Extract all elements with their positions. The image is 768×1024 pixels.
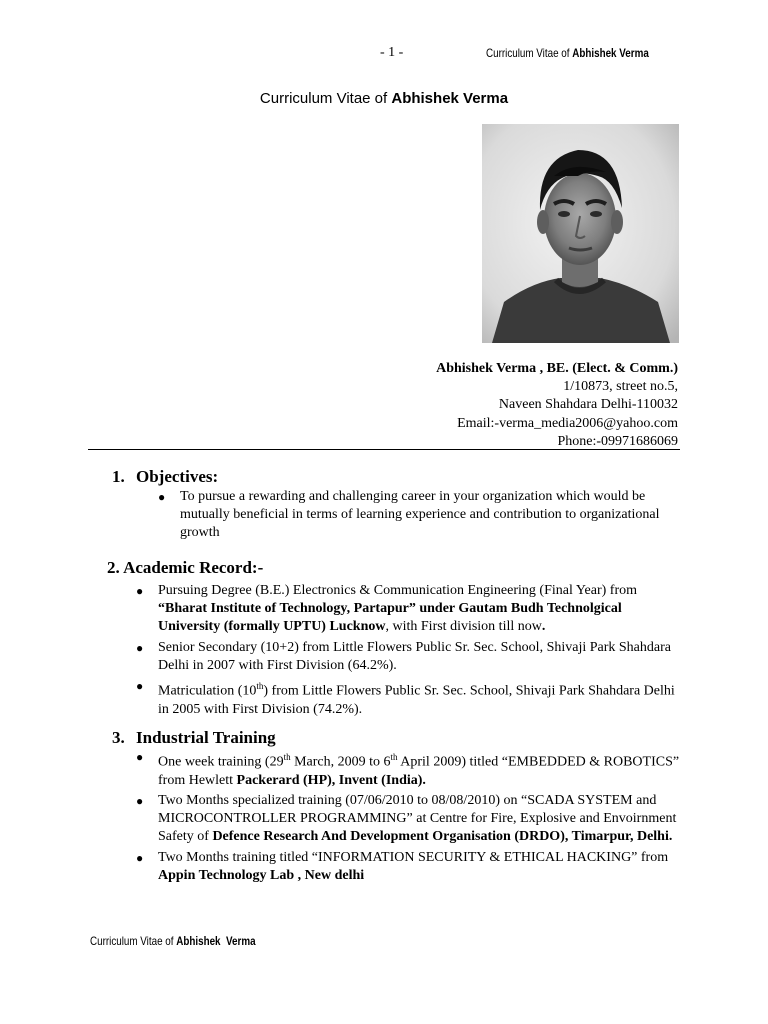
training-item-text: Two Months specialized training (07/06/2010 to 08/08/2010) on “SCADA SYSTEM and MICROCONTROLLER PROGRAMMING” at Centre for Fire, Explosive and Envoirnment Safety of	[158, 793, 677, 845]
training-list	[136, 748, 680, 885]
address-line-2: Naveen Shahdara Delhi-110032	[498, 397, 678, 413]
bullet-icon: ●	[136, 750, 144, 764]
contact-block	[436, 360, 678, 451]
document-title	[0, 90, 768, 107]
bullet-icon: ●	[136, 794, 144, 809]
page-number: - 1 -	[380, 45, 404, 60]
bullet-icon: ●	[158, 490, 166, 504]
bullet-icon: ●	[136, 584, 144, 598]
training-item-text: One week training (29	[158, 754, 284, 770]
superscript: th	[390, 752, 398, 762]
bullet-icon: ●	[136, 679, 144, 694]
email-line: Email:-verma_media2006@yahoo.com	[457, 415, 678, 431]
list-item	[136, 849, 680, 885]
academic-item-text: Senior Secondary (10+2) from Little Flowers Public Sr. Sec. School, Shivaji Park Shahdara Delhi in 2007 with First Division (64.2%).	[158, 639, 671, 673]
list-item	[158, 488, 680, 543]
section-heading-objectives	[112, 467, 218, 487]
portrait-photo	[482, 124, 679, 343]
list-item	[136, 792, 680, 847]
running-header	[486, 46, 685, 61]
portrait-image	[482, 124, 679, 343]
candidate-name: Abhishek Verma , BE. (Elect. & Comm.)	[436, 361, 678, 376]
section-number: 1.	[112, 467, 125, 486]
bullet-icon: ●	[136, 850, 144, 865]
academic-item-bold: “Bharat Institute of Technology, Partapur” under Gautam Budh Technolgical University (formally UPTU) Lucknow	[158, 601, 622, 635]
training-item-text: Two Months training titled “INFORMATION SECURITY & ETHICAL HACKING” from	[158, 849, 669, 865]
phone-line: Phone:-09971686069	[557, 433, 678, 449]
academic-item-text: , with First division till now	[385, 619, 542, 635]
running-header-name: Abhishek Verma	[572, 46, 649, 60]
academic-item-text: ) from Little Flowers Public Sr. Sec. School, Shivaji Park Shahdara Delhi in 2005 with First Division (74.2%).	[158, 683, 675, 717]
section-heading-training	[112, 728, 276, 748]
superscript: th	[283, 752, 291, 762]
section-number: 3.	[112, 728, 125, 747]
training-item-text: March, 2009 to 6	[290, 754, 391, 770]
title-name: Abhishek Verma	[391, 90, 509, 107]
academic-item-bold: .	[541, 619, 546, 635]
address-line-1: 1/10873, street no.5,	[563, 379, 678, 395]
divider	[88, 449, 680, 450]
training-item-text: April 2009) titled “EMBEDDED & ROBOTICS” from Hewlett	[158, 754, 680, 788]
academic-item-text: Matriculation (10	[158, 683, 257, 699]
list-item	[136, 677, 680, 719]
objective-text: To pursue a rewarding and challenging career in your organization which would be mutually beneficial in terms of learning experience and contribution to organizational growth	[180, 489, 660, 541]
training-item-bold: Defence Research And Development Organisation (DRDO), Timarpur, Delhi.	[212, 829, 673, 845]
objectives-list	[158, 488, 680, 543]
training-item-bold: Appin Technology Lab , New delhi	[158, 867, 365, 883]
title-prefix: Curriculum Vitae of	[259, 90, 388, 107]
footer-name-first: Abhishek	[176, 934, 221, 948]
academic-item-text: Pursuing Degree (B.E.) Electronics & Communication Engineering (Final Year) from	[158, 583, 638, 598]
academic-list	[136, 582, 680, 719]
footer-label: Curriculum Vitae of	[90, 934, 174, 948]
running-header-label: Curriculum Vitae of	[486, 46, 570, 60]
section-title: Academic Record:-	[123, 558, 264, 577]
list-item	[136, 748, 680, 790]
bullet-icon: ●	[136, 640, 144, 655]
footer	[90, 934, 292, 949]
list-item	[136, 639, 680, 675]
section-title: Objectives:	[136, 467, 219, 486]
superscript: th	[256, 681, 264, 692]
footer-name-last: Verma	[226, 934, 256, 948]
training-item-bold: Packerard (HP), Invent (India).	[236, 772, 426, 788]
section-title: Industrial Training	[136, 728, 276, 747]
section-number: 2.	[107, 558, 120, 577]
list-item	[136, 582, 680, 637]
section-heading-academic	[107, 558, 263, 578]
